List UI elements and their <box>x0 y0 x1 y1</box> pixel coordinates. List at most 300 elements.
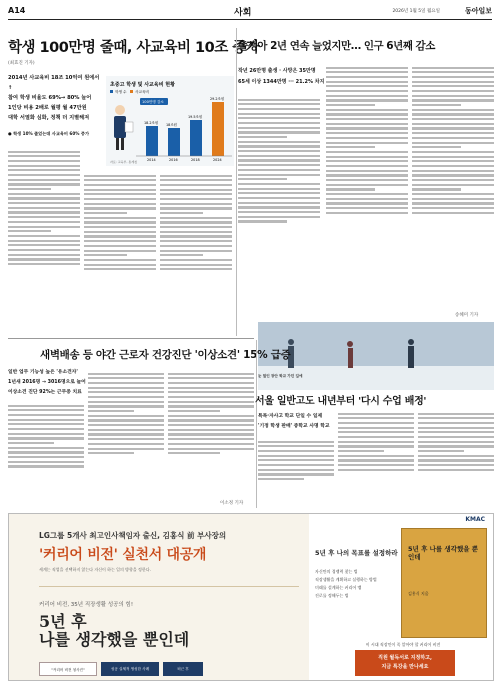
text-line <box>326 113 408 115</box>
text-line <box>326 184 408 186</box>
text-line <box>160 217 232 219</box>
cta-line: 지금 특강을 만나세요 <box>381 664 429 670</box>
text-line <box>8 179 80 181</box>
text-line <box>8 414 84 416</box>
text-line <box>418 431 494 433</box>
text-line <box>338 469 414 471</box>
text-line <box>412 184 494 186</box>
text-line <box>160 226 232 228</box>
subhead-line: 1년새 2016명 → 3016명으로 늘어 <box>8 380 86 385</box>
text-line <box>418 436 494 438</box>
text-line <box>160 212 203 214</box>
text-line <box>8 465 84 467</box>
text-line <box>326 174 408 176</box>
lead-line: 대학 서열화 심화, 정책 더 지별해져 <box>8 115 90 121</box>
goal-item: 직장생활을 계획하고 실행하는 방법 <box>315 577 377 582</box>
text-line <box>338 464 414 466</box>
text-line <box>238 174 320 176</box>
ad-cta-top: 이 시대 직장인이 꼭 알아야 할 커리어 비전 <box>365 642 441 647</box>
text-line <box>88 405 164 407</box>
text-line <box>326 71 408 73</box>
text-line <box>238 141 320 143</box>
text-line <box>168 377 254 379</box>
section-rule <box>8 338 254 339</box>
text-line <box>326 81 408 83</box>
lead-line: 1인당 비용 2배로 월평 월 47만원 <box>8 105 87 111</box>
photo-caption-title: 눈 덮인 장안 학교 가던 길에 <box>258 374 303 378</box>
text-line <box>8 254 80 256</box>
text-line <box>418 417 494 419</box>
text-line <box>84 175 156 177</box>
text-line <box>326 67 408 69</box>
text-line <box>412 76 494 78</box>
text-line <box>8 423 84 425</box>
text-line <box>412 202 494 204</box>
text-line <box>238 108 320 110</box>
page-number: A14 <box>8 6 26 15</box>
text-line <box>84 203 156 205</box>
text-line <box>238 197 320 199</box>
section-name: 사회 <box>234 8 252 18</box>
text-line <box>88 433 164 435</box>
text-line <box>8 165 80 167</box>
text-line <box>412 123 494 125</box>
text-line <box>326 127 408 129</box>
person-body-icon <box>114 116 126 138</box>
text-line <box>412 146 461 148</box>
book-icon <box>125 122 133 132</box>
text-line <box>8 160 80 162</box>
text-line <box>160 231 232 233</box>
text-line <box>338 422 414 424</box>
text-line <box>238 192 320 194</box>
subhead-line: '기정 학생 판배' 중학교 사명 학교 <box>258 424 330 429</box>
text-line <box>326 207 408 209</box>
lead-line: 참여 학생 비율도 69%→ 80% 늘어 <box>8 95 92 101</box>
text-line <box>326 193 408 195</box>
text-line <box>84 193 156 195</box>
person-leg-icon <box>121 138 124 150</box>
tagline-line: 5년 후 <box>39 612 87 631</box>
text-line <box>238 122 320 124</box>
text-line <box>238 216 320 218</box>
lead-line: 2014년 사교육비 18조 10억여 원에서 ↑ <box>8 75 100 91</box>
text-line <box>412 81 494 83</box>
issue-date: 2026년 1월 5일 월요일 <box>392 9 440 14</box>
column-divider <box>256 340 257 508</box>
text-line <box>338 431 414 433</box>
text-line <box>8 151 80 153</box>
text-line <box>258 441 334 443</box>
text-line <box>412 90 494 92</box>
text-line <box>418 422 494 424</box>
article3-body-col3 <box>168 370 254 506</box>
goal-item: 미래를 설계하는 커리어 맵 <box>315 585 362 590</box>
article1-body-col3 <box>160 172 232 328</box>
infographic-svg <box>106 76 234 166</box>
article3-body-col2 <box>88 370 164 506</box>
text-line <box>8 437 84 439</box>
ad-tagline-big <box>39 613 189 649</box>
article4-body-col1 <box>258 438 334 506</box>
text-line <box>168 387 254 389</box>
text-line <box>160 250 232 252</box>
text-line <box>84 259 156 261</box>
text-line <box>168 373 254 375</box>
text-line <box>418 413 494 415</box>
text-line <box>238 159 320 161</box>
text-line <box>412 118 494 120</box>
text-line <box>338 455 414 457</box>
text-line <box>168 382 254 384</box>
ad-title: '커리어 비전' 실천서 대공개 <box>39 547 207 563</box>
book-cover-title: 5년 후 나를 생각했을 뿐인데 <box>408 545 479 561</box>
text-line <box>238 150 320 152</box>
text-line <box>160 245 232 247</box>
text-line <box>326 212 408 214</box>
article1-tail <box>100 166 234 171</box>
text-line <box>238 99 320 101</box>
text-line <box>168 415 254 417</box>
text-line <box>418 427 494 429</box>
text-line <box>160 179 232 181</box>
text-line <box>8 193 80 195</box>
text-line <box>258 473 334 475</box>
text-line <box>160 203 232 205</box>
text-line <box>84 240 156 242</box>
article2-body-col3 <box>412 64 494 296</box>
text-line <box>412 165 494 167</box>
article4-body-col3 <box>418 410 494 506</box>
text-line <box>8 244 80 246</box>
article4-headline: 서울 일반고도 내년부터 '다시 수업 배정' <box>255 396 427 407</box>
text-line <box>412 188 461 190</box>
text-line <box>412 137 494 139</box>
text-line <box>8 456 84 458</box>
text-line <box>88 452 134 454</box>
text-line <box>326 160 408 162</box>
text-line <box>8 405 84 407</box>
article3-headline: 새벽배송 등 야간 근로자 건강진단 '이상소견' 15% 급증 <box>40 349 291 361</box>
text-line <box>326 156 408 158</box>
article1-body-col2 <box>84 172 156 328</box>
text-line <box>412 99 494 101</box>
bar-value-label: 19.5조원 <box>188 115 203 119</box>
text-line <box>160 264 232 266</box>
person-leg-icon <box>116 138 119 150</box>
text-line <box>326 118 408 120</box>
text-line <box>412 170 494 172</box>
text-line <box>326 142 408 144</box>
text-line <box>412 193 494 195</box>
text-line <box>8 428 84 430</box>
bar-value-label: 18조원 <box>166 123 177 127</box>
goal-item: 진로를 정해두는 법 <box>315 593 349 598</box>
text-line <box>168 391 254 393</box>
text-line <box>84 217 156 219</box>
text-line <box>418 469 494 471</box>
text-line <box>238 202 320 204</box>
text-line <box>238 117 320 119</box>
text-line <box>326 132 408 134</box>
text-line <box>326 109 408 111</box>
text-line <box>84 189 156 191</box>
page-header <box>8 4 492 20</box>
article1-byline: (최효진 기자) <box>8 61 35 66</box>
text-line <box>84 245 156 247</box>
text-line <box>84 226 156 228</box>
text-line <box>88 401 164 403</box>
text-line <box>412 95 494 97</box>
text-line <box>8 202 80 204</box>
text-line <box>258 478 304 480</box>
text-line <box>412 174 494 176</box>
text-line <box>88 377 164 379</box>
text-line <box>326 90 408 92</box>
text-line <box>238 145 320 147</box>
text-line <box>326 188 375 190</box>
text-line <box>160 254 203 256</box>
ad-intro: 세계는 직업을 선택하지 않는다 자신이 하는 일의 방향을 정한다. <box>39 567 151 572</box>
text-line <box>326 179 408 181</box>
text-line <box>258 445 334 447</box>
book-advertisement[interactable] <box>8 513 494 681</box>
text-line <box>338 445 414 447</box>
text-line <box>326 85 408 87</box>
text-line <box>8 433 84 435</box>
article2-headline: 출생아 2년 연속 늘었지만… 인구 6년째 감소 <box>238 40 435 52</box>
ad-goal-list <box>315 568 399 600</box>
text-line <box>160 175 232 177</box>
text-line <box>412 151 494 153</box>
text-line <box>168 443 254 445</box>
subhead-line: 일반 업무 기능성 높은 '유소견자' <box>8 370 78 375</box>
text-line <box>8 183 80 185</box>
text-line <box>8 188 51 190</box>
text-line <box>238 103 320 105</box>
text-line <box>8 197 80 199</box>
ad-publisher: KMAC <box>465 516 485 523</box>
text-line <box>412 179 494 181</box>
text-line <box>160 235 232 237</box>
ad-cta-button[interactable] <box>355 650 455 676</box>
text-line <box>160 198 232 200</box>
text-line <box>84 231 156 233</box>
text-line <box>8 451 84 453</box>
text-line <box>326 99 408 101</box>
text-line <box>258 459 334 461</box>
legend-students: 학생 수 <box>115 90 127 94</box>
text-line <box>8 263 80 265</box>
text-line <box>326 146 375 148</box>
text-line <box>8 230 51 232</box>
legend-swatch-students <box>110 90 113 93</box>
text-line <box>88 373 164 375</box>
text-line <box>84 212 127 214</box>
text-line <box>88 429 164 431</box>
article2-subhead <box>238 66 330 88</box>
text-line <box>338 441 414 443</box>
text-line <box>88 424 164 426</box>
bar-2018 <box>190 120 202 156</box>
text-line <box>84 198 156 200</box>
article2-body-col2 <box>326 64 408 296</box>
text-line <box>412 212 494 214</box>
text-line <box>338 436 414 438</box>
ad-brand-line: LG그룹 5개사 최고인사책임자 출신, 김홍식 前 부사장의 <box>39 531 227 540</box>
text-line <box>418 459 494 461</box>
text-line <box>418 445 494 447</box>
text-line <box>168 452 220 454</box>
text-line <box>238 164 320 166</box>
text-line <box>160 207 232 209</box>
text-line <box>412 71 494 73</box>
photo-caption <box>258 374 494 388</box>
ad-badge: 성공 실체적 생성한 사례 <box>101 662 159 676</box>
text-line <box>326 202 408 204</box>
text-line <box>238 178 287 180</box>
text-line <box>8 240 80 242</box>
text-line <box>8 207 80 209</box>
bar-year-label: 2018 <box>191 158 200 162</box>
newspaper-logo: 동아일보 <box>464 6 492 15</box>
text-line <box>412 104 461 106</box>
text-line <box>160 189 232 191</box>
text-line <box>84 207 156 209</box>
article2-body-col1 <box>238 96 320 296</box>
text-line <box>8 461 84 463</box>
text-line <box>88 443 164 445</box>
text-line <box>258 469 334 471</box>
text-line <box>8 258 80 260</box>
text-line <box>88 396 164 398</box>
subhead-line: 특목·자사고 학교 단일 수 일제 <box>258 414 323 419</box>
bar-value-label: 18.2조원 <box>144 121 159 125</box>
text-line <box>160 268 232 270</box>
text-line <box>326 104 375 106</box>
text-line <box>84 179 156 181</box>
text-line <box>338 450 384 452</box>
bar-year-label: 2016 <box>169 158 178 162</box>
text-line <box>88 391 164 393</box>
text-line <box>88 382 164 384</box>
bar-value-label: 29.2조원 <box>210 97 225 101</box>
text-line <box>238 131 320 133</box>
text-line <box>326 165 408 167</box>
text-line <box>412 113 494 115</box>
text-line <box>8 221 80 223</box>
text-line <box>412 67 494 69</box>
text-line <box>326 137 408 139</box>
text-line <box>168 401 254 403</box>
article1-lead <box>8 73 105 123</box>
article2-byline: 송혜미 기자 <box>455 313 479 318</box>
text-line <box>418 464 494 466</box>
column-divider <box>236 28 237 336</box>
ad-divider <box>39 586 299 587</box>
text-line <box>238 188 320 190</box>
subhead-line: 이상소견 진단 92%는 근무중 치료 <box>8 390 82 395</box>
text-line <box>8 174 80 176</box>
text-line <box>238 183 320 185</box>
text-line <box>8 419 84 421</box>
ad-badges <box>39 662 203 676</box>
text-line <box>168 405 254 407</box>
text-line <box>160 184 232 186</box>
text-line <box>8 216 80 218</box>
text-line <box>338 427 414 429</box>
text-line <box>412 207 494 209</box>
bar-year-label: 2024 <box>213 158 222 162</box>
text-line <box>412 132 494 134</box>
text-line <box>8 155 80 157</box>
text-line <box>84 264 156 266</box>
text-line <box>238 211 320 213</box>
book-cover-author: 김홍식 지음 <box>408 591 429 596</box>
cta-line: 직원 월독서로 지정하고, <box>378 655 432 661</box>
text-line <box>418 441 494 443</box>
text-line <box>412 109 494 111</box>
bar-2016 <box>168 128 180 156</box>
text-line <box>168 429 254 431</box>
ad-badge: "커리어 비전 청사진" <box>39 662 97 676</box>
text-line <box>326 170 408 172</box>
tagline-line: 나를 생각했을 뿐인데 <box>39 630 190 649</box>
book-cover-image <box>401 528 487 638</box>
text-line <box>338 459 414 461</box>
text-line <box>238 169 320 171</box>
article1-subhead: ● 학생 10% 줄었는데 사교육비 60% 증가 <box>8 131 89 136</box>
text-line <box>168 433 254 435</box>
text-line <box>160 259 232 261</box>
subhead-line: 작년 26만명 출생 · 사망은 35만명 <box>238 68 316 74</box>
text-line <box>412 142 494 144</box>
subhead-line: 65세 이상 1344만명 ··· 21.2% 차지 <box>238 79 325 85</box>
text-line <box>418 450 464 452</box>
text-line <box>238 155 320 157</box>
text-line <box>238 206 320 208</box>
text-line <box>258 450 334 452</box>
text-line <box>84 221 156 223</box>
text-line <box>238 113 320 115</box>
text-line <box>238 220 287 222</box>
article1-body-col1 <box>8 148 80 328</box>
text-line <box>412 156 494 158</box>
article3-byline: 이소정 기자 <box>220 501 244 506</box>
text-line <box>8 249 80 251</box>
text-line <box>326 123 408 125</box>
text-line <box>8 211 80 213</box>
text-line <box>326 198 408 200</box>
text-line <box>160 240 232 242</box>
text-line <box>412 85 494 87</box>
ad-goal-heading: 5년 후 나의 목표를 설정하라 <box>315 549 398 557</box>
text-line <box>258 464 334 466</box>
text-line <box>326 76 408 78</box>
text-line <box>326 151 408 153</box>
text-line <box>418 455 494 457</box>
text-line <box>84 254 127 256</box>
text-line <box>88 415 164 417</box>
goal-item: 자신만의 경쟁력 찾는 법 <box>315 569 358 574</box>
text-line <box>8 169 80 171</box>
legend-spending: 사교육비 <box>135 90 149 94</box>
text-line <box>160 193 232 195</box>
text-line <box>168 419 254 421</box>
text-line <box>8 409 84 411</box>
bar-2024 <box>212 102 224 156</box>
ad-badge: 퇴근 후 <box>163 662 203 676</box>
